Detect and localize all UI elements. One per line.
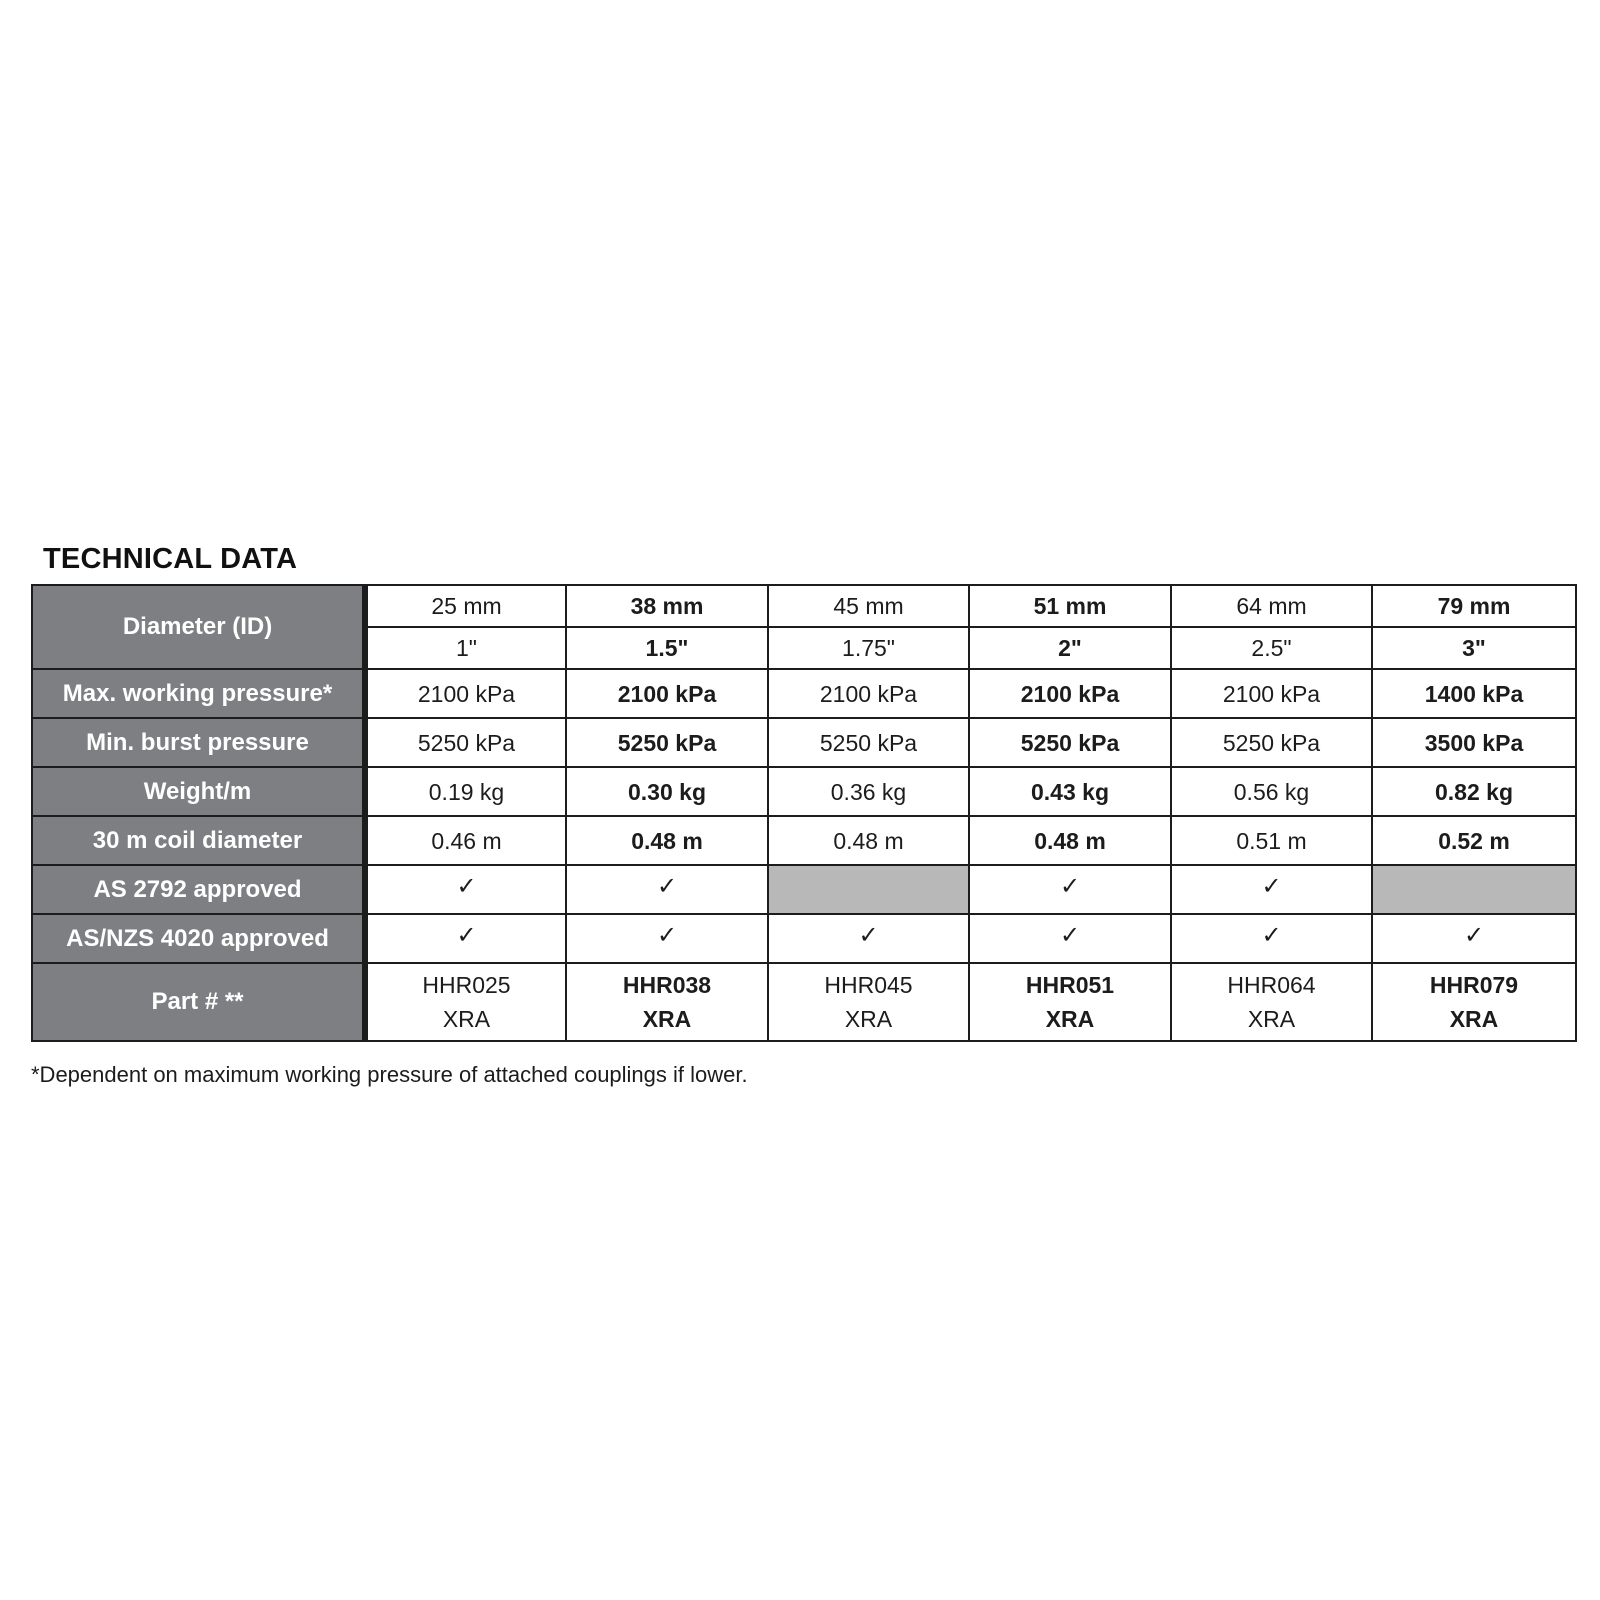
row-label-coil-diameter: 30 m coil diameter bbox=[32, 816, 365, 865]
cell-max-pressure: 2100 kPa bbox=[1171, 669, 1372, 718]
row-label-max-pressure: Max. working pressure* bbox=[32, 669, 365, 718]
part-suffix: XRA bbox=[1247, 1006, 1296, 1032]
cell-coil-diameter: 0.51 m bbox=[1171, 816, 1372, 865]
part-suffix: XRA bbox=[642, 1006, 692, 1032]
cell-as2792 bbox=[566, 865, 768, 914]
cell-burst-pressure: 5250 kPa bbox=[1171, 718, 1372, 767]
check-icon: ✓ bbox=[656, 920, 678, 949]
cell-asnzs4020 bbox=[1372, 914, 1576, 963]
cell-diameter-in: 1.75" bbox=[768, 627, 969, 669]
cell-diameter-in: 1.5" bbox=[566, 627, 768, 669]
part-number: HHR064 bbox=[1227, 972, 1316, 998]
cell-weight: 0.30 kg bbox=[566, 767, 768, 816]
cell-weight: 0.82 kg bbox=[1372, 767, 1576, 816]
table-row-max-pressure bbox=[32, 669, 1576, 718]
cell-coil-diameter: 0.52 m bbox=[1372, 816, 1576, 865]
table-row-burst-pressure bbox=[32, 718, 1576, 767]
check-icon: ✓ bbox=[1463, 920, 1485, 949]
cell-max-pressure: 2100 kPa bbox=[969, 669, 1171, 718]
cell-weight: 0.36 kg bbox=[768, 767, 969, 816]
table-row-asnzs4020 bbox=[32, 914, 1576, 963]
check-icon: ✓ bbox=[456, 871, 477, 900]
technical-data-table bbox=[31, 584, 1577, 1042]
table-row-part bbox=[32, 963, 1576, 1041]
cell-weight: 0.19 kg bbox=[365, 767, 566, 816]
cell-burst-pressure: 5250 kPa bbox=[566, 718, 768, 767]
cell-diameter-mm: 64 mm bbox=[1171, 585, 1372, 627]
cell-as2792 bbox=[969, 865, 1171, 914]
cell-asnzs4020 bbox=[768, 914, 969, 963]
cell-diameter-in: 1" bbox=[365, 627, 566, 669]
part-number: HHR025 bbox=[422, 972, 511, 998]
cell-part bbox=[969, 963, 1171, 1041]
cell-asnzs4020 bbox=[1171, 914, 1372, 963]
cell-diameter-in: 3" bbox=[1372, 627, 1576, 669]
table-row-as2792 bbox=[32, 865, 1576, 914]
check-icon: ✓ bbox=[858, 920, 879, 949]
cell-part bbox=[365, 963, 566, 1041]
cell-asnzs4020 bbox=[566, 914, 768, 963]
part-number: HHR038 bbox=[622, 972, 712, 998]
cell-as2792 bbox=[1171, 865, 1372, 914]
cell-asnzs4020 bbox=[365, 914, 566, 963]
check-icon: ✓ bbox=[1059, 920, 1081, 949]
check-icon: ✓ bbox=[1059, 871, 1081, 900]
part-suffix: XRA bbox=[1045, 1006, 1095, 1032]
cell-part bbox=[566, 963, 768, 1041]
part-suffix: XRA bbox=[844, 1006, 893, 1032]
part-suffix: XRA bbox=[1449, 1006, 1499, 1032]
page-title: TECHNICAL DATA bbox=[43, 543, 298, 575]
cell-diameter-in: 2.5" bbox=[1171, 627, 1372, 669]
cell-diameter-mm: 51 mm bbox=[969, 585, 1171, 627]
cell-part bbox=[768, 963, 969, 1041]
table-row-coil-diameter bbox=[32, 816, 1576, 865]
cell-coil-diameter: 0.48 m bbox=[566, 816, 768, 865]
cell-diameter-mm: 25 mm bbox=[365, 585, 566, 627]
cell-as2792 bbox=[365, 865, 566, 914]
cell-burst-pressure: 5250 kPa bbox=[365, 718, 566, 767]
part-number: HHR079 bbox=[1429, 972, 1519, 998]
cell-as2792-not-approved bbox=[1372, 865, 1576, 914]
cell-coil-diameter: 0.46 m bbox=[365, 816, 566, 865]
table-row-diameter-mm bbox=[32, 585, 1576, 627]
cell-diameter-mm: 38 mm bbox=[566, 585, 768, 627]
row-label-burst-pressure: Min. burst pressure bbox=[32, 718, 365, 767]
row-label-as2792: AS 2792 approved bbox=[32, 865, 365, 914]
cell-burst-pressure: 3500 kPa bbox=[1372, 718, 1576, 767]
row-label-asnzs4020: AS/NZS 4020 approved bbox=[32, 914, 365, 963]
table-row-weight bbox=[32, 767, 1576, 816]
row-label-part: Part # ** bbox=[32, 963, 365, 1041]
part-suffix: XRA bbox=[442, 1006, 491, 1032]
cell-max-pressure: 1400 kPa bbox=[1372, 669, 1576, 718]
cell-diameter-mm: 45 mm bbox=[768, 585, 969, 627]
cell-max-pressure: 2100 kPa bbox=[365, 669, 566, 718]
cell-max-pressure: 2100 kPa bbox=[566, 669, 768, 718]
cell-weight: 0.43 kg bbox=[969, 767, 1171, 816]
footnote: *Dependent on maximum working pressure of attached couplings if lower. bbox=[31, 1062, 748, 1087]
check-icon: ✓ bbox=[1261, 920, 1282, 949]
check-icon: ✓ bbox=[1261, 871, 1282, 900]
row-label-diameter: Diameter (ID) bbox=[32, 585, 365, 669]
row-label-weight: Weight/m bbox=[32, 767, 365, 816]
part-number: HHR051 bbox=[1025, 972, 1115, 998]
check-icon: ✓ bbox=[456, 920, 477, 949]
cell-burst-pressure: 5250 kPa bbox=[768, 718, 969, 767]
cell-coil-diameter: 0.48 m bbox=[969, 816, 1171, 865]
cell-max-pressure: 2100 kPa bbox=[768, 669, 969, 718]
cell-as2792-not-approved bbox=[768, 865, 969, 914]
cell-part bbox=[1171, 963, 1372, 1041]
cell-asnzs4020 bbox=[969, 914, 1171, 963]
cell-part bbox=[1372, 963, 1576, 1041]
cell-burst-pressure: 5250 kPa bbox=[969, 718, 1171, 767]
check-icon: ✓ bbox=[656, 871, 678, 900]
part-number: HHR045 bbox=[824, 972, 913, 998]
cell-diameter-in: 2" bbox=[969, 627, 1171, 669]
cell-diameter-mm: 79 mm bbox=[1372, 585, 1576, 627]
cell-coil-diameter: 0.48 m bbox=[768, 816, 969, 865]
cell-weight: 0.56 kg bbox=[1171, 767, 1372, 816]
